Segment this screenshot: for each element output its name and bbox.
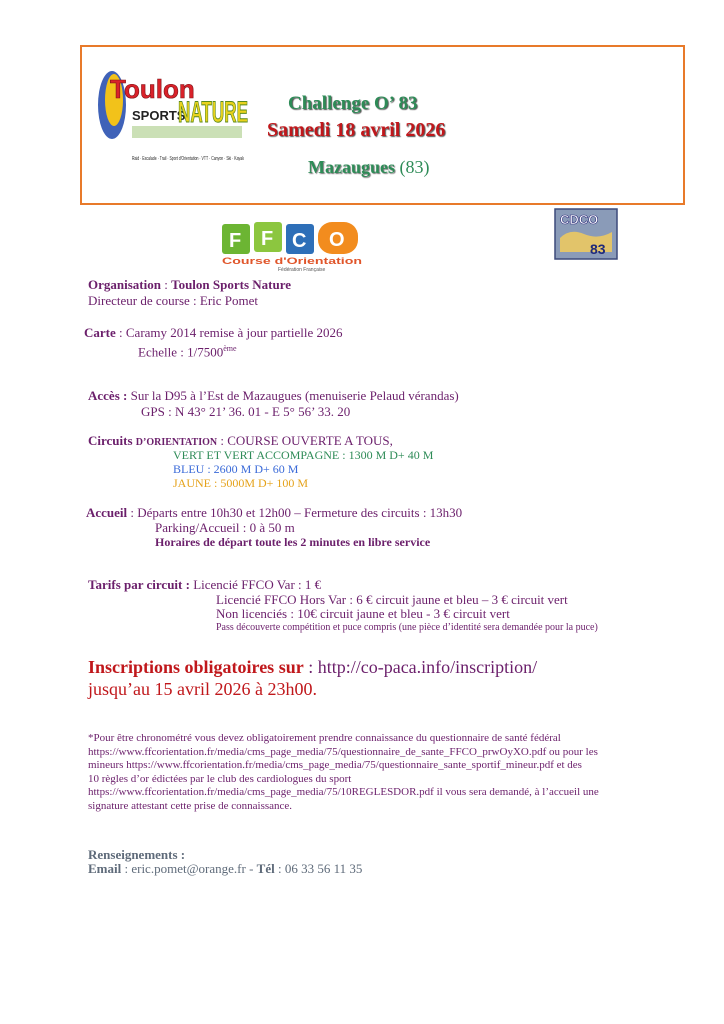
carte-label: Carte [84, 325, 116, 340]
parking-line: Parking/Accueil : 0 à 50 m [155, 520, 295, 535]
echelle-value: Echelle : 1/7500 [138, 344, 224, 360]
ffco-letter-4: O [329, 229, 345, 251]
sante-line-2[interactable]: https://www.ffcorientation.fr/media/cms_page_media/75/questionnaire_de_sante_FFCO_prwOyXO.pdf ou pour les [88, 745, 598, 758]
circuit-jaune: JAUNE : 5000M D+ 100 M [173, 476, 309, 490]
place-dept: (83) [399, 157, 430, 177]
horaires-line: Horaires de départ toute les 2 minutes en libre service [155, 535, 431, 549]
tarif-3: Non licenciés : 10€ circuit jaune et bleu - 3 € circuit vert [216, 606, 510, 621]
logo-nature-text: NATURE [178, 96, 248, 129]
event-title: Challenge O’ 83 [288, 93, 418, 114]
circuits-intro: : COURSE OUVERTE A TOUS, [217, 433, 393, 448]
directeur-line: Directeur de course : Eric Pomet [88, 293, 259, 308]
email-value[interactable]: : eric.pomet@orange.fr - [121, 861, 257, 876]
sante-line-6: signature attestant cette prise de connaissance. [88, 799, 293, 812]
tarif-4: Pass découverte compétition et puce compris (une pièce d’identité sera demandée pour la puce) [216, 622, 598, 633]
circuit-vert: VERT ET VERT ACCOMPAGNE : 1300 M D+ 40 M [173, 448, 434, 462]
organisation-line [88, 277, 291, 292]
inscriptions-line [88, 656, 537, 678]
circuit-bleu: BLEU : 2600 M D+ 60 M [173, 462, 299, 476]
echelle-sup: ème [223, 344, 237, 353]
tarifs-label: Tarifs par circuit : [88, 577, 190, 592]
carte-line: Carte : Caramy 2014 remise à jour partielle 2026 [84, 325, 343, 340]
inscriptions-url[interactable]: http://co-paca.info/inscription/ [317, 657, 538, 677]
ffco-letter-2: F [261, 228, 274, 250]
ffco-letter-3: C [292, 230, 307, 252]
ffco-federation: Fédération Française [278, 267, 326, 273]
ffco-letter-1: F [229, 230, 242, 252]
logo-tagline: Raid · Escalade · Trail · Sport d'Orientation · VTT · Canyon · Ski · Kayak [132, 156, 245, 162]
accueil-label: Accueil [86, 505, 128, 520]
email-label: Email [88, 861, 122, 876]
ffco-subtitle: Course d'Orientation [222, 256, 362, 266]
tarifs-line [88, 577, 321, 592]
cdco83-logo [554, 208, 618, 260]
tel-value: : 06 33 56 11 35 [274, 861, 363, 876]
inscriptions-sep: : [303, 657, 318, 677]
acces-line [88, 388, 459, 403]
logo-sports-text: SPORTS [132, 108, 186, 123]
echelle-line [138, 341, 237, 359]
sante-line-5[interactable]: https://www.ffcorientation.fr/media/cms_page_media/75/10REGLESDOR.pdf il vous sera demandé, à l’accueil une [88, 786, 599, 798]
acces-label: Accès : [88, 388, 128, 403]
logo-toulon-text: Toulon [110, 74, 195, 104]
tarif-1: Licencié FFCO Var : 1 € [193, 577, 322, 592]
sante-paragraph [88, 732, 718, 813]
inscriptions-deadline: jusqu’au 15 avril 2026 à 23h00. [88, 679, 317, 699]
organisation-value: Toulon Sports Nature [171, 277, 292, 292]
circuits-label2: D’ORIENTATION [135, 437, 218, 448]
organisation-sep: : [160, 277, 172, 292]
cdco-number: 83 [590, 241, 606, 257]
sante-line-3[interactable]: mineurs https://www.ffcorientation.fr/media/cms_page_media/75/questionnaire_sante_sportif_mineur.pdf et des [88, 759, 582, 771]
acces-value: Sur la D95 à l’Est de Mazaugues (menuiserie Pelaud vérandas) [130, 388, 459, 403]
contact-line [88, 861, 362, 876]
carte-value: Caramy 2014 remise à jour partielle 2026 [125, 325, 343, 340]
sante-line-4: 10 règles d’or édictées par le club des cardiologues du sport [88, 772, 352, 785]
event-place [308, 157, 430, 178]
accueil-departs: : Départs entre 10h30 et 12h00 – Fermeture des circuits : 13h30 [127, 505, 463, 520]
ffco-logo [218, 220, 373, 272]
renseignements-label: Renseignements : [88, 847, 186, 862]
cdco-text: CDCO [560, 212, 599, 227]
accueil-line [86, 505, 462, 520]
tel-label: Tél [256, 861, 275, 876]
logo-grass [132, 126, 242, 138]
sante-line-1: *Pour être chronométré vous devez obligatoirement prendre connaissance du questionnaire de santé fédéral [88, 732, 561, 744]
event-date: Samedi 18 avril 2026 [267, 119, 446, 141]
organisation-label: Organisation [88, 277, 161, 292]
circuits-label: Circuits [88, 433, 133, 448]
inscriptions-label: Inscriptions obligatoires sur [88, 657, 304, 677]
tarif-2: Licencié FFCO Hors Var : 6 € circuit jaune et bleu – 3 € circuit vert [216, 592, 568, 607]
gps-line: GPS : N 43° 21’ 36. 01 - E 5° 56’ 33. 20 [141, 404, 351, 419]
place-name: Mazaugues [308, 157, 395, 177]
toulon-sports-nature-logo [92, 60, 252, 172]
